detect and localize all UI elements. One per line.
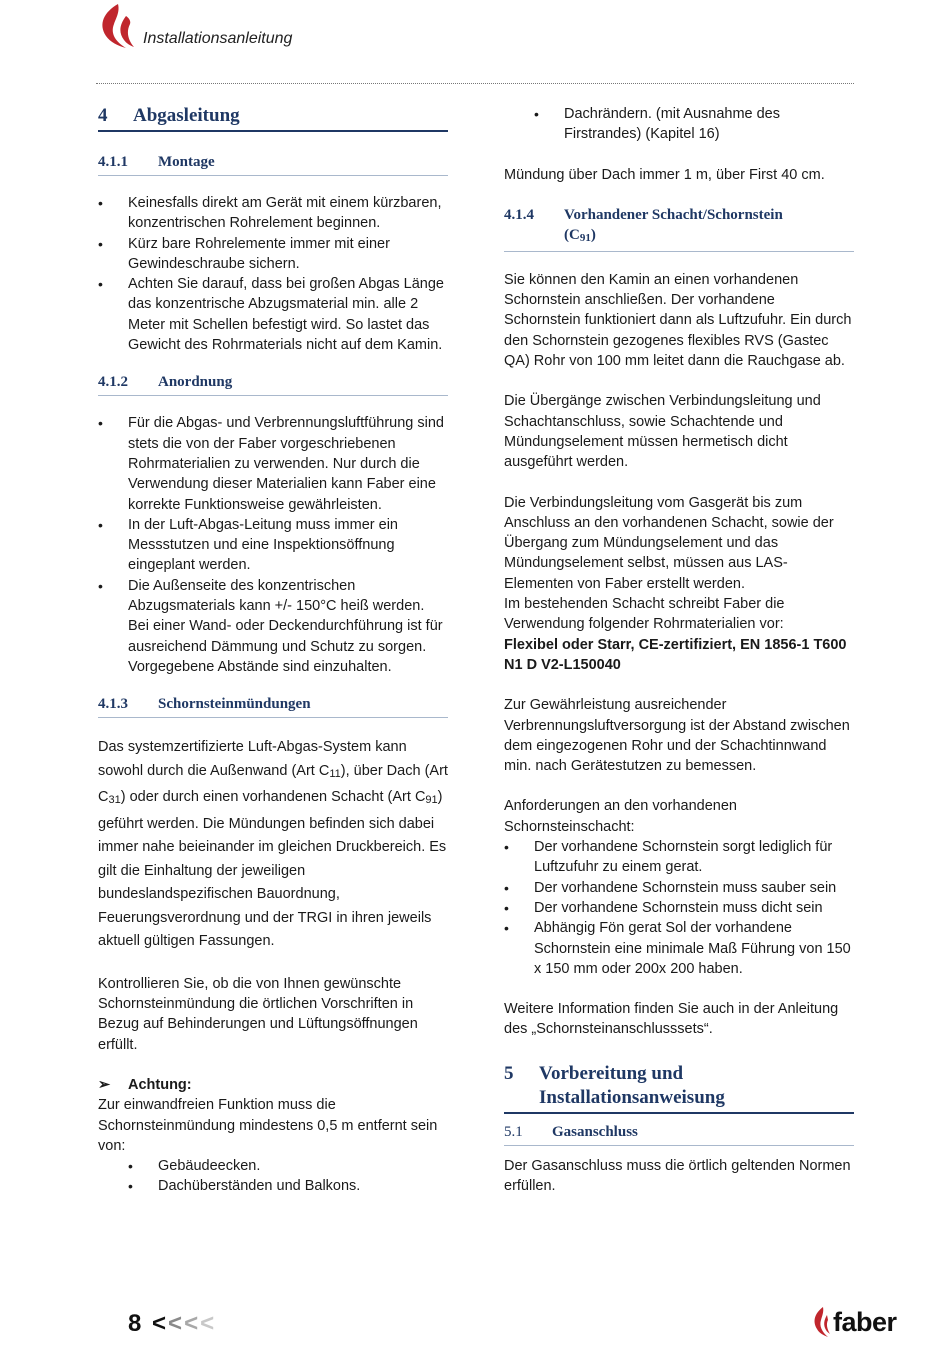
list-item: • Der vorhandene Schornstein muss dicht sein xyxy=(504,898,854,918)
section-title: Abgasleitung xyxy=(133,105,240,126)
list-item: • Dachüberständen und Balkons. xyxy=(98,1176,448,1196)
list-item: • Der vorhandene Schornstein muss sauber sein xyxy=(504,878,854,898)
subsection-title: Anordnung xyxy=(158,374,233,391)
requirements-list xyxy=(504,837,854,979)
subsection-number: 4.1.2 xyxy=(98,374,128,391)
header-divider xyxy=(96,83,854,84)
paragraph-materials-spec: Flexibel oder Starr, CE-zertifiziert, EN 1856-1 T600 N1 D V2-L150040 xyxy=(504,636,847,673)
left-column xyxy=(98,100,448,1197)
title-part: ) xyxy=(590,226,596,243)
paragraph-systems xyxy=(98,736,448,954)
paragraph-requirements: Anforderungen an den vorhandenen Schornsteinschacht: xyxy=(504,798,737,835)
list-item: • Die Außenseite des konzentrischen Abzugsmaterials kann +/- 150°C heiß werden. Bei einer Wand- oder Deckendurchführung ist für ausreichend Dämmung und Schutz zu sorgen. Vorgegebene Abstände sind einzuhalten. xyxy=(98,576,448,677)
subsection-title: Montage xyxy=(158,154,215,170)
subscript: 91 xyxy=(425,794,438,807)
right-column xyxy=(504,100,854,1196)
chevron-left-icon: < xyxy=(184,1310,201,1337)
text-part: ), über Dach (Art C xyxy=(98,762,448,806)
page-number-navigation xyxy=(128,1310,216,1338)
chevron-left-icon: < xyxy=(200,1310,217,1337)
list-item: • Gebäudeecken. xyxy=(98,1156,448,1176)
subscript: 31 xyxy=(108,794,121,807)
subsection-title-block xyxy=(564,205,783,248)
continued-list xyxy=(504,104,854,145)
paragraph-materials: Im bestehenden Schacht schreibt Faber die Verwendung folgender Rohrmaterialien vor: xyxy=(504,596,785,633)
subscript: 91 xyxy=(579,231,591,244)
paragraph-supply: Zur Gewährleistung ausreichender Verbrennungsluftversorgung ist der Abstand zwischen dem eingezogenen Rohr und der Schachtinnwand min. nach Gerätestutzen zu bemessen. xyxy=(504,697,850,775)
paragraph-connection: Die Verbindungsleitung vom Gasgerät bis zum Anschluss an den vorhandenen Schacht, sowie der Übergang zum Mündungselement und das Mündungselement selbst, müssen aus LAS-Elementen von Faber erstellt werden. xyxy=(504,494,834,592)
list-item: • Abhängig Fön gerat Sol der vorhandene Schornstein eine minimale Maß Führung von 150 x 150 mm oder 200x 200 haben. xyxy=(504,918,854,979)
header-title: Installationsanleitung xyxy=(143,30,293,47)
paragraph-existing-chimney: Sie können den Kamin an einen vorhandenen Schornstein anschließen. Der vorhandene Schornstein funktioniert dann als Luftzufuhr. Ein durch den Schornstein gezogenes flexibles RVS (Gastec QA) Rohr von 100 mm leitet dann die Rauchgase ab. xyxy=(504,271,852,370)
caution-list xyxy=(98,1156,448,1197)
paragraph-roof: Mündung über Dach immer 1 m, über First 40 cm. xyxy=(504,166,825,183)
section-number: 4 xyxy=(98,105,108,126)
text-part: Das systemzertifizierte Luft-Abgas-System kann sowohl durch die Außenwand (Art C xyxy=(98,739,407,779)
caution-heading xyxy=(98,1075,448,1095)
subsection-number: 5.1 xyxy=(504,1123,523,1140)
section-heading-4 xyxy=(98,104,448,132)
list-item: • Keinesfalls direkt am Gerät mit einem kürzbaren, konzentrischen Rohrelement beginnen. xyxy=(98,193,448,234)
list-item: • Dachrändern. (mit Ausnahme des Firstrandes) (Kapitel 16) xyxy=(504,104,854,145)
subsection-title: Gasanschluss xyxy=(552,1123,638,1140)
brand-logo xyxy=(811,1302,911,1342)
caution-text: Zur einwandfreien Funktion muss die Schornsteinmündung mindestens 0,5 m entfernt sein von: xyxy=(98,1097,438,1154)
subsection-heading-51 xyxy=(504,1122,854,1146)
list-item: • Achten Sie darauf, dass bei großen Abgas Länge das konzentrische Abzugsmaterial min. alle 2 Meter mit Schellen befestigt wird. So lastet das Gewicht des Rohrmaterials nicht auf dem Kamin. xyxy=(98,274,448,355)
subsection-number: 4.1.3 xyxy=(98,696,128,713)
subsection-heading-412 xyxy=(98,372,448,396)
page-header xyxy=(96,0,854,88)
page-number: 8 xyxy=(128,1310,144,1337)
section-title: Vorbereitung und Installationsanweisung xyxy=(539,1062,725,1108)
list-item: • In der Luft-Abgas-Leitung muss immer ein Messstutzen und eine Inspektionsöffnung eingeplant werden. xyxy=(98,515,448,576)
flame-logo-icon xyxy=(96,2,136,52)
chevron-left-icon: < xyxy=(168,1310,185,1337)
chevron-left-icon: < xyxy=(152,1310,169,1337)
subsection-title: Schornsteinmündungen xyxy=(158,696,311,713)
brand-wordmark: faber xyxy=(833,1306,897,1337)
paragraph-check: Kontrollieren Sie, ob die von Ihnen gewünschte Schornsteinmündung die örtlichen Vorschriften in Bezug auf Behinderungen und Lüftungsöffnungen erfüllt. xyxy=(98,975,418,1053)
title-part: (C xyxy=(564,226,580,243)
flame-logo-icon xyxy=(811,1306,831,1338)
list-item: • Kürz bare Rohrelemente immer mit einer Gewindeschraube sichern. xyxy=(98,234,448,275)
caution-label: Achtung: xyxy=(128,1076,192,1093)
paragraph-further-info: Weitere Information finden Sie auch in der Anleitung des „Schornsteinanschlusssets“. xyxy=(504,1001,839,1038)
subsection-heading-413 xyxy=(98,694,448,718)
text-part: ) geführt werden. Die Mündungen befinden sich dabei immer nahe beieinander im gleichen Druckbereich. Es gilt die Einhaltung der jeweiligen bundeslandspezifischen Bauordnung, Feuerungsverordnung und der TRGI in ihren jeweils aktuell gültigen Fassungen. xyxy=(98,789,447,950)
subscript: 11 xyxy=(329,767,341,780)
text-part: ) oder durch einen vorhandenen Schacht (Art C xyxy=(120,789,426,806)
list-item: • Der vorhandene Schornstein sorgt lediglich für Luftzufuhr zu einem gerat. xyxy=(504,837,854,878)
section-heading-5 xyxy=(504,1062,854,1114)
subsection-number: 4.1.4 xyxy=(504,206,534,223)
arrow-icon: ➢ xyxy=(98,1076,111,1093)
anordnung-list xyxy=(98,413,448,677)
list-item: • Für die Abgas- und Verbrennungsluftführung sind stets die von der Faber vorgeschriebenen Rohrmaterialien zu verwenden. Nur durch die Verwendung dieser Materialien kann Faber eine korrekte Funktionsweise gewährleisten. xyxy=(98,413,448,514)
paragraph-transitions: Die Übergänge zwischen Verbindungsleitung und Schachtanschluss, sowie Schachtende und Mündungselement müssen hermetisch dicht ausgeführt werden. xyxy=(504,393,821,471)
section-number: 5 xyxy=(504,1062,514,1084)
subsection-number: 4.1.1 xyxy=(98,154,128,170)
subsection-heading-414 xyxy=(504,205,854,252)
montage-list xyxy=(98,193,448,355)
subsection-heading-411 xyxy=(98,152,448,176)
paragraph-gas-connection: Der Gasanschluss muss die örtlich geltenden Normen erfüllen. xyxy=(504,1157,851,1194)
subsection-title: Vorhandener Schacht/Schornstein xyxy=(564,206,783,223)
